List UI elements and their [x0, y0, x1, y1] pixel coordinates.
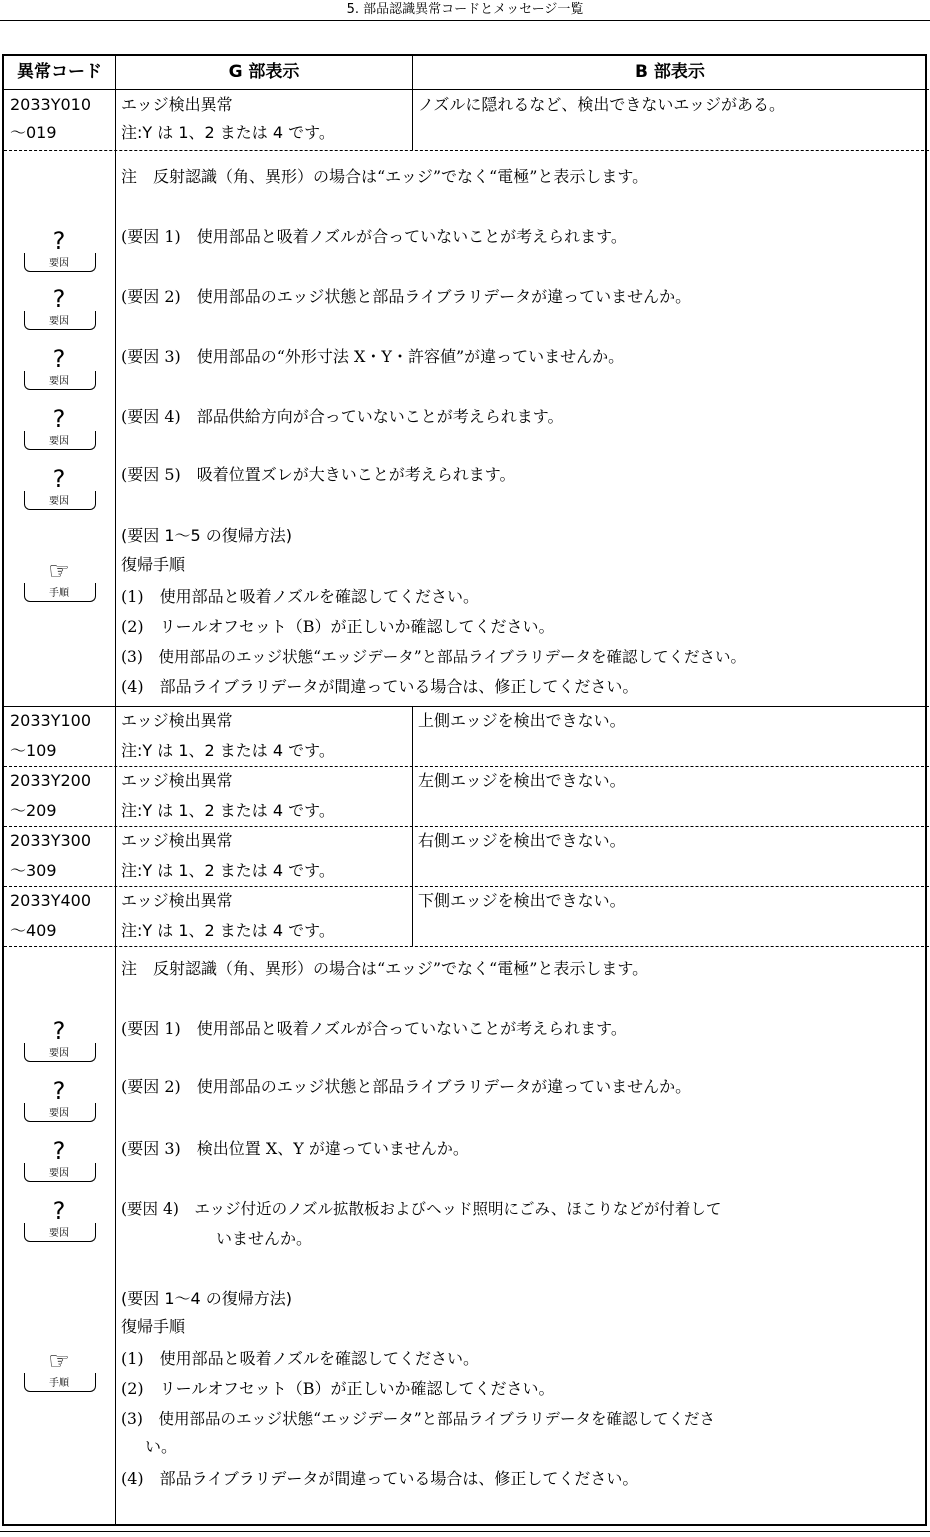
rule	[4, 150, 929, 151]
row4-code1: 2033Y400	[10, 891, 92, 910]
rule	[4, 946, 929, 947]
sectionA-f5: (要因 5) 吸着位置ズレが大きいことが考えられます。	[121, 465, 516, 484]
cause-icon	[24, 228, 94, 272]
question-icon: ?	[52, 465, 66, 493]
row3-g1: エッジ検出異常	[121, 831, 233, 850]
row1-code1: 2033Y100	[10, 711, 92, 730]
sectionA-s3: (3) 使用部品のエッジ状態“エッジデータ”と部品ライブラリデータを確認してください。	[121, 648, 746, 666]
sectionB-f4b: いませんか。	[216, 1229, 313, 1248]
rowA-code2: ～019	[10, 123, 57, 142]
cause-icon	[24, 1198, 94, 1242]
rowA-b1: ノズルに隠れるなど、検出できないエッジがある。	[418, 95, 786, 114]
cause-label: 要因	[49, 376, 69, 387]
row2-b1: 左側エッジを検出できない。	[418, 771, 626, 790]
pointing-hand-icon: ☞	[48, 557, 70, 585]
cause-label: 要因	[49, 496, 69, 507]
rowA-g2: 注:Y は 1、2 または 4 です。	[121, 123, 335, 142]
question-icon: ?	[52, 405, 66, 433]
row3-g2: 注:Y は 1、2 または 4 です。	[121, 861, 335, 880]
cause-label: 要因	[49, 316, 69, 327]
cause-label: 要因	[49, 1048, 69, 1059]
row2-code2: ～209	[10, 801, 57, 820]
question-icon: ?	[52, 1017, 66, 1045]
sectionB-note: 注 反射認識（角、異形）の場合は“エッジ”でなく“電極”と表示します。	[121, 959, 649, 978]
procedure-label: 手順	[49, 588, 69, 599]
sectionA-s2: (2) リールオフセット（B）が正しいか確認してください。	[121, 617, 555, 636]
row2-g1: エッジ検出異常	[121, 771, 233, 790]
pointing-hand-icon: ☞	[48, 1347, 70, 1375]
row3-code1: 2033Y300	[10, 831, 92, 850]
procedure-icon	[24, 1348, 94, 1392]
procedure-icon	[24, 558, 94, 602]
header-b: B 部表示	[635, 62, 705, 82]
row1-g1: エッジ検出異常	[121, 711, 233, 730]
question-icon: ?	[52, 1077, 66, 1105]
sectionB-s1: (1) 使用部品と吸着ノズルを確認してください。	[121, 1349, 480, 1368]
question-icon: ?	[52, 285, 66, 313]
cause-icon	[24, 1078, 94, 1122]
cause-label: 要因	[49, 1108, 69, 1119]
sectionB-s2: (2) リールオフセット（B）が正しいか確認してください。	[121, 1379, 555, 1398]
question-icon: ?	[52, 1137, 66, 1165]
row3-b1: 右側エッジを検出できない。	[418, 831, 626, 850]
sectionB-f1: (要因 1) 使用部品と吸着ノズルが合っていないことが考えられます。	[121, 1019, 627, 1038]
row2-code1: 2033Y200	[10, 771, 92, 790]
sectionA-rec-title: (要因 1～5 の復帰方法)	[121, 526, 293, 545]
cause-icon	[24, 1138, 94, 1182]
sectionA-s1: (1) 使用部品と吸着ノズルを確認してください。	[121, 587, 480, 606]
cause-icon	[24, 466, 94, 510]
header-code: 異常コード	[17, 62, 102, 82]
question-icon: ?	[52, 345, 66, 373]
row2-g2: 注:Y は 1、2 または 4 です。	[121, 801, 335, 820]
question-icon: ?	[52, 227, 66, 255]
sectionB-rec-proc: 復帰手順	[121, 1317, 186, 1336]
row1-g2: 注:Y は 1、2 または 4 です。	[121, 741, 335, 760]
row1-code2: ～109	[10, 741, 57, 760]
cause-label: 要因	[49, 436, 69, 447]
cause-label: 要因	[49, 258, 69, 269]
col-divider-1	[115, 56, 116, 1524]
rowA-code1: 2033Y010	[10, 95, 92, 114]
error-code-table	[2, 54, 927, 1526]
sectionA-note: 注 反射認識（角、異形）の場合は“エッジ”でなく“電極”と表示します。	[121, 167, 649, 186]
row1-b1: 上側エッジを検出できない。	[418, 711, 626, 730]
sectionB-s4: (4) 部品ライブラリデータが間違っている場合は、修正してください。	[121, 1469, 639, 1488]
sectionA-rec-proc: 復帰手順	[121, 555, 186, 574]
rule	[0, 1531, 930, 1532]
header-g: G 部表示	[228, 62, 300, 82]
sectionB-s3b: い。	[145, 1437, 178, 1456]
row4-g1: エッジ検出異常	[121, 891, 233, 910]
row4-g2: 注:Y は 1、2 または 4 です。	[121, 921, 335, 940]
cause-icon	[24, 286, 94, 330]
sectionA-f4: (要因 4) 部品供給方向が合っていないことが考えられます。	[121, 407, 564, 426]
sectionA-f3: (要因 3) 使用部品の“外形寸法 X・Y・許容値”が違っていませんか。	[121, 347, 625, 366]
page-header: 5. 部品認識異常コードとメッセージ一覧	[0, 0, 930, 21]
sectionB-f4a: (要因 4) エッジ付近のノズル拡散板およびヘッド照明にごみ、ほこりなどが付着して	[121, 1200, 722, 1218]
row4-b1: 下側エッジを検出できない。	[418, 891, 626, 910]
sectionB-s3a: (3) 使用部品のエッジ状態“エッジデータ”と部品ライブラリデータを確認してくださ	[121, 1410, 715, 1428]
sectionB-f3: (要因 3) 検出位置 X、Y が違っていませんか。	[121, 1139, 469, 1158]
cause-label: 要因	[49, 1228, 69, 1239]
rowA-g1: エッジ検出異常	[121, 95, 233, 114]
cause-icon	[24, 346, 94, 390]
question-icon: ?	[52, 1197, 66, 1225]
cause-icon	[24, 406, 94, 450]
sectionA-f1: (要因 1) 使用部品と吸着ノズルが合っていないことが考えられます。	[121, 227, 627, 246]
sectionA-s4: (4) 部品ライブラリデータが間違っている場合は、修正してください。	[121, 677, 639, 696]
sectionB-f2: (要因 2) 使用部品のエッジ状態と部品ライブラリデータが違っていませんか。	[121, 1077, 692, 1096]
cause-icon	[24, 1018, 94, 1062]
cause-label: 要因	[49, 1168, 69, 1179]
sectionB-rec-title: (要因 1～4 の復帰方法)	[121, 1289, 293, 1308]
row4-code2: ～409	[10, 921, 57, 940]
sectionA-f2: (要因 2) 使用部品のエッジ状態と部品ライブラリデータが違っていませんか。	[121, 287, 692, 306]
procedure-label: 手順	[49, 1378, 69, 1389]
row3-code2: ～309	[10, 861, 57, 880]
